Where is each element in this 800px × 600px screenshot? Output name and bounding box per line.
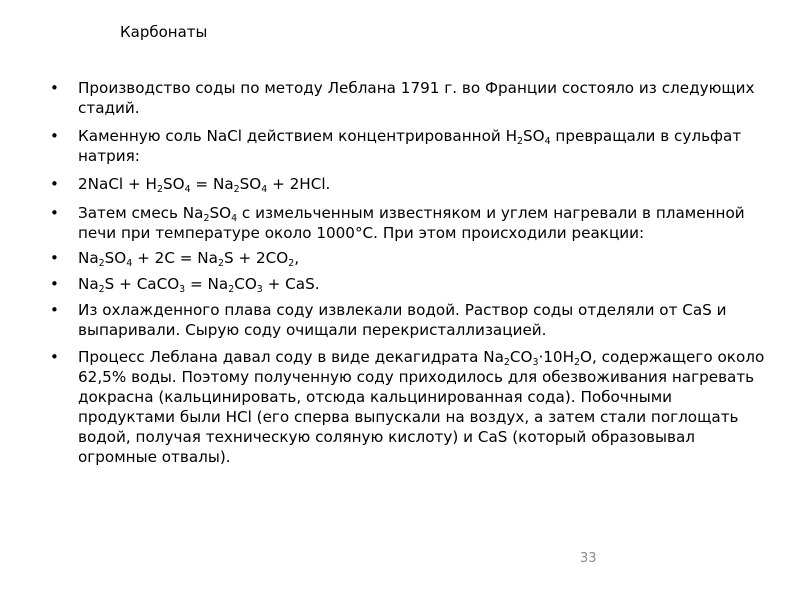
subscript: 2	[516, 135, 523, 147]
subscript: 3	[532, 356, 539, 368]
subscript: 2	[98, 283, 105, 295]
text-run: + 2C = Na	[132, 249, 218, 267]
subscript: 2	[217, 257, 224, 269]
text-run: превращали в сульфат натрия:	[78, 127, 742, 165]
subscript: 2	[156, 183, 163, 195]
text-run: = Na	[190, 175, 234, 193]
text-run: SO	[104, 249, 127, 267]
subscript: 2	[574, 356, 581, 368]
subscript: 2	[288, 257, 295, 269]
text-run: Из охлажденного плава соду извлекали водой. Раствор соды отделяли от CaS и выпаривали. Сырую соду очищали перекристаллизацией.	[78, 301, 727, 339]
text-run: ,	[294, 249, 300, 267]
text-run: ·10H	[538, 348, 575, 366]
subscript: 4	[231, 212, 238, 224]
page-number: 33	[580, 551, 597, 566]
bullet-item	[50, 248, 770, 268]
subscript: 3	[256, 283, 263, 295]
subscript: 2	[503, 356, 510, 368]
text-run: = Na	[185, 275, 229, 293]
text-run: Каменную соль NaCl действием концентрированной H	[78, 127, 517, 145]
bullet-item	[50, 126, 770, 166]
text-run: CO	[234, 275, 257, 293]
text-run: SO	[209, 204, 232, 222]
text-run: с измельченным известняком и углем нагревали в пламенной печи при температуре около 1000°С. При этом происходили реакции:	[78, 204, 745, 242]
bullet-item	[50, 300, 770, 340]
bullet-item	[50, 347, 770, 467]
subscript: 2	[233, 183, 240, 195]
subscript: 2	[203, 212, 210, 224]
text-run: Na	[78, 275, 99, 293]
subscript: 4	[126, 257, 133, 269]
text-run: SO	[239, 175, 262, 193]
bullet-item	[50, 78, 770, 118]
text-run: Производство соды по методу Леблана 1791 г. во Франции состояло из следующих стадий.	[78, 79, 755, 117]
text-run: 2NaCl + H	[78, 175, 157, 193]
text-run: + 2HCl.	[267, 175, 331, 193]
text-run: SO	[162, 175, 185, 193]
subscript: 4	[261, 183, 268, 195]
text-run: O, содержащего около 62,5% воды. Поэтому полученную соду приходилось для обезвоживания нагревать докрасна (кальцинировать, отсюда кальцинированная сода). Побочными продуктами были HCl (его сперва выпускали на воздух, а затем стали поглощать водой, получая техническую соляную кислоту) и CaS (который образовывал огромные отвалы).	[78, 348, 765, 466]
bullet-list	[50, 78, 770, 467]
bullet-item	[50, 203, 770, 243]
text-run: Na	[78, 249, 99, 267]
subscript: 4	[184, 183, 191, 195]
text-run: Процесс Леблана давал соду в виде декагидрата Na	[78, 348, 504, 366]
text-run: CO	[509, 348, 533, 366]
slide-title: Карбонаты	[120, 23, 208, 41]
bullet-item	[50, 274, 770, 294]
subscript: 4	[544, 135, 551, 147]
text-run: Затем смесь Na	[78, 204, 204, 222]
bullet-item	[50, 174, 770, 194]
subscript: 2	[228, 283, 235, 295]
text-run: + CaS.	[262, 275, 320, 293]
subscript: 2	[98, 257, 105, 269]
subscript: 3	[179, 283, 186, 295]
text-run: S + 2CO	[223, 249, 289, 267]
text-run: SO	[522, 127, 545, 145]
text-run: S + CaCO	[104, 275, 180, 293]
